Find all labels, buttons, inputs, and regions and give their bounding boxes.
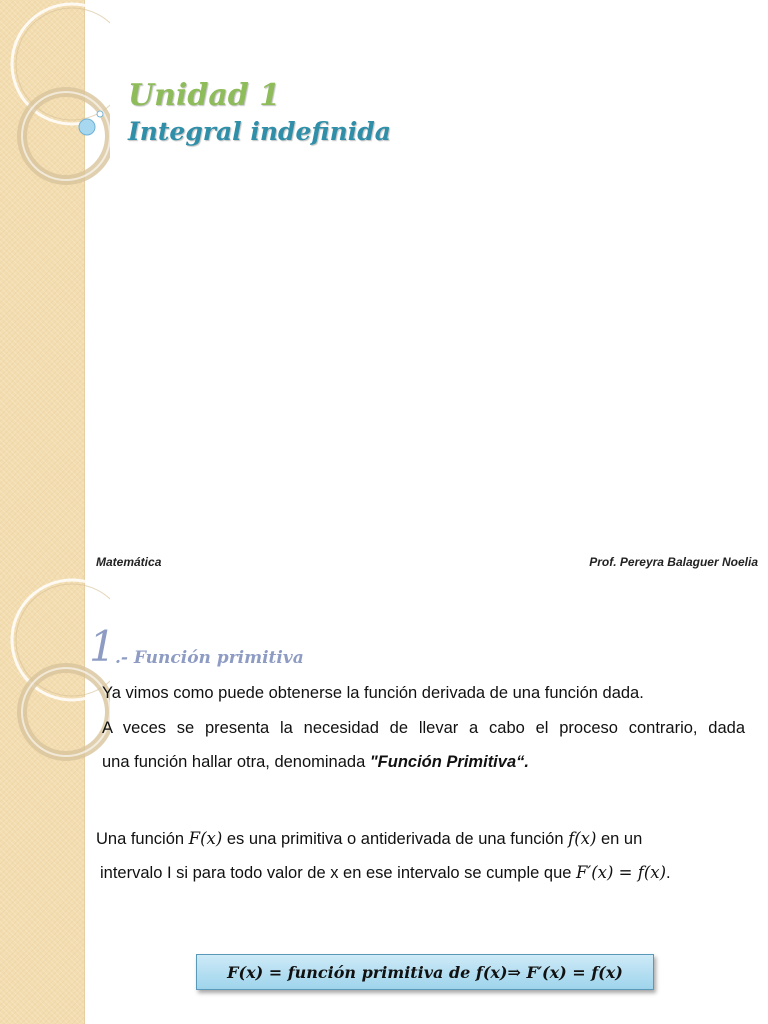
content-slide: [0, 576, 768, 1024]
definition-text-d: intervalo I si para todo valor de x en ese intervalo se cumple que: [100, 864, 577, 882]
subject-label: Matemática: [96, 555, 162, 569]
paragraph-intro-text: Ya vimos como puede obtenerse la función derivada de una función dada.: [102, 684, 644, 702]
rings-decoration-icon: [0, 0, 110, 200]
paragraph-context-line1: [102, 719, 745, 738]
definition-text-c: en un: [596, 830, 643, 848]
rings-decoration-icon: [0, 576, 110, 776]
section-title: .- Función primitiva: [115, 648, 304, 668]
paragraph-context-line1-text: A veces se presenta la necesidad de llevar a cabo el proceso contrario, dada: [102, 719, 745, 737]
paragraph-context-line2-text: una función hallar otra, denominada: [102, 753, 370, 771]
paragraph-intro: [102, 684, 644, 703]
definition-line2: [100, 863, 671, 883]
paragraph-context-line2: [102, 753, 529, 772]
unit-title: Unidad 1: [128, 78, 281, 113]
definition-text-b: es una primitiva o antiderivada de una función: [222, 830, 569, 848]
math-f-of-x: f(x): [568, 829, 597, 848]
math-derivative-equation: F′(x) = f(x): [576, 863, 667, 882]
definition-text-a: Una función: [96, 830, 189, 848]
unit-subtitle: Integral indefinida: [128, 117, 391, 146]
formula-text: F(x) = función primitiva de f(x)⇒ F′(x) = f(x): [227, 962, 623, 982]
section-number: 1: [89, 622, 116, 671]
formula-box: [196, 954, 654, 990]
math-F-of-x: F(x): [188, 829, 223, 848]
primitive-function-term: "Función Primitiva“.: [369, 753, 529, 771]
definition-line1: [96, 829, 642, 849]
author-label: Prof. Pereyra Balaguer Noelia: [589, 555, 758, 569]
definition-period: .: [666, 864, 671, 882]
